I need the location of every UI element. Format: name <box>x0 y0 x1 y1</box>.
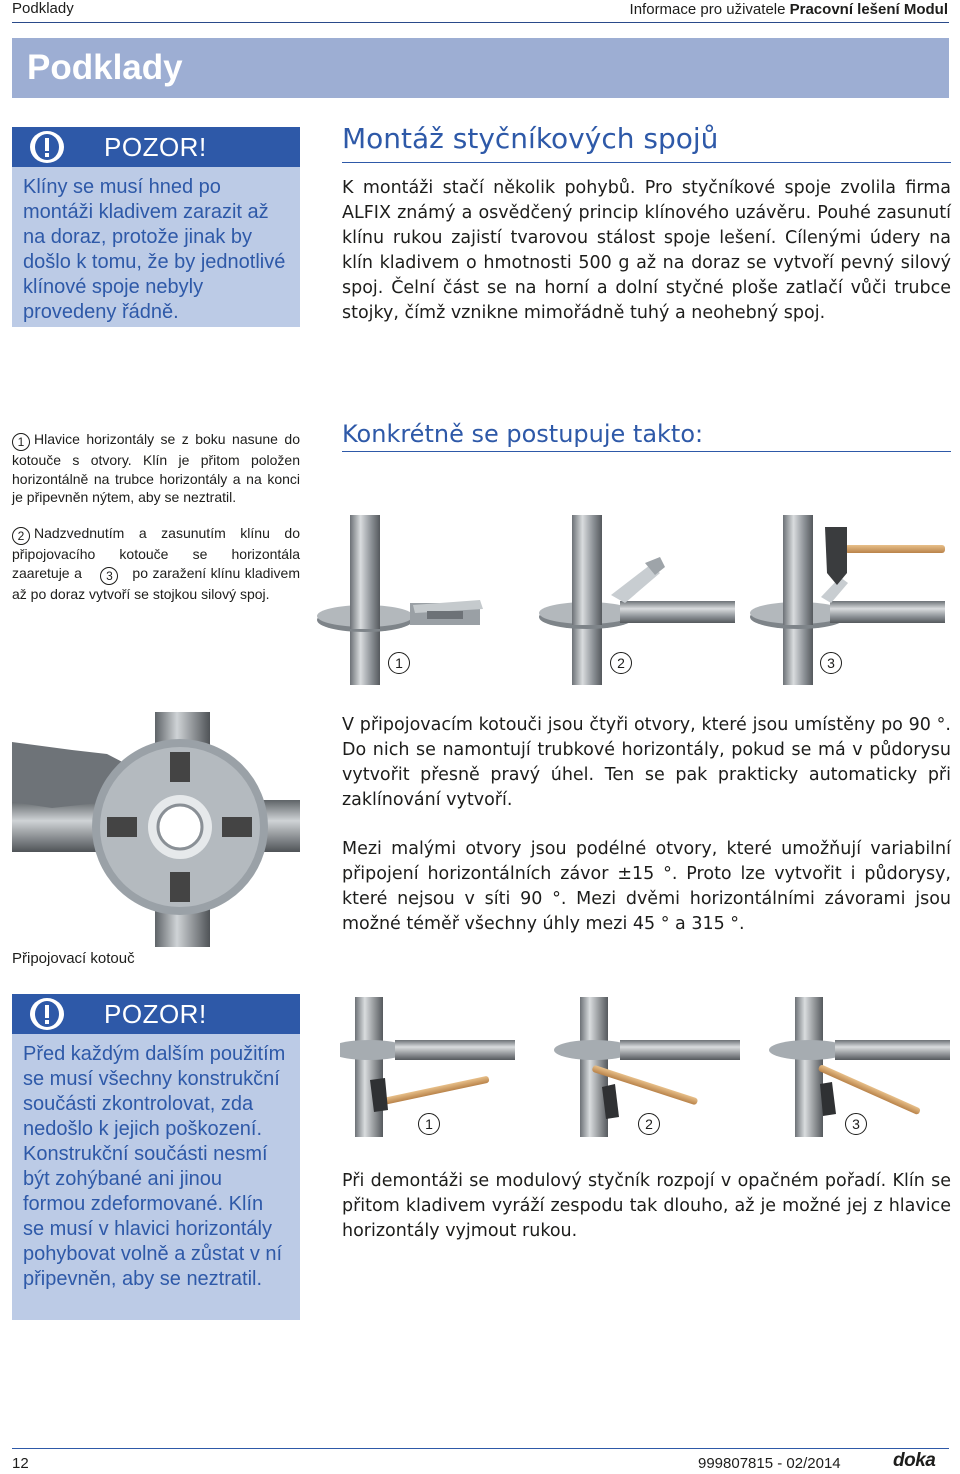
connection-disc-caption: Připojovací kotouč <box>12 950 135 967</box>
doka-logo: doka <box>893 1450 936 1471</box>
disassembly-label-1: 1 <box>418 1113 440 1135</box>
section-heading-montaz: Montáž styčníkových spojů <box>342 122 719 155</box>
step-number-3: 3 <box>100 567 118 585</box>
step-1-text <box>12 430 300 507</box>
header-doc-prefix: Informace pro uživatele <box>629 1 790 18</box>
warning-box-top <box>12 127 300 327</box>
step-number-1: 1 <box>12 433 30 451</box>
header-doc-product: Pracovní lešení Modul <box>789 1 948 18</box>
section-montaz-text: K montáži stačí několik pohybů. Pro styčníkové spoje zvolila firma ALFIX známý a osvědčený princip klínového uzávěru. Pouhé zasunutí klínu rukou zajistí tvarovou stálost spoje lešení. Cílenými údery na klín kladivem o hmotnosti 500 g až na doraz se vytvoří pevný silový spoj. Čelní část se na horní a dolní styčné ploše zatlačí vůči trubce stojky, čímž vznikne mimořádně tuhý a neohebný spoj. <box>342 178 951 323</box>
step-1-description: Hlavice horizontály se z boku nasune do kotouče s otvory. Klín je přitom položen horizontálně na trubce horizontály a na konci je připevněn nýtem, aby se neztratil. <box>12 431 300 505</box>
assembly-label-2: 2 <box>610 652 632 674</box>
document-number: 999807815 - 02/2014 <box>698 1455 841 1472</box>
warning-box-bottom <box>12 994 300 1320</box>
page-title-band <box>12 38 949 98</box>
assembly-label-3: 3 <box>820 652 842 674</box>
disassembly-label-3: 3 <box>845 1113 867 1135</box>
warning-title: POZOR! <box>104 132 207 162</box>
paragraph-disassembly: Při demontáži se modulový styčník rozpojí v opačném pořadí. Klín se přitom kladivem vyráží zespodu tak dlouho, až je možné jej z hlavice horizontály vyjmout rukou. <box>342 1171 951 1241</box>
step-2-text <box>12 524 300 603</box>
section-heading-postup: Konkrétně se postupuje takto: <box>342 420 704 448</box>
page-title: Podklady <box>27 48 183 87</box>
header-document-title <box>630 1 948 18</box>
header-divider <box>12 22 949 23</box>
step-2-description-a: Nadzvednutím a zasunutím klínu do připojovacího kotouče se horizontála zaaretuje a <box>12 525 300 581</box>
warning-text-2: Před každým dalším použitím se musí všechny konstrukční součásti zkontrolovat, zda nedošlo k jejich poškození. Konstrukční součásti nesmí být zohýbané ani jinou formou zdeformované. Klín se musí v hlavici horizontály pohybovat volně a zůstat v ní připevněn, aby se neztratil. <box>23 1043 286 1290</box>
assembly-label-1: 1 <box>388 652 410 674</box>
footer-divider <box>12 1448 949 1449</box>
step-2-description-b: po zaražení klínu kladivem až po doraz vytvoří se stojkou silový spoj. <box>12 564 300 602</box>
warning-exclamation-icon <box>30 131 64 163</box>
section-heading-rule <box>342 162 951 163</box>
warning-title-2: POZOR! <box>104 999 207 1029</box>
section-postup-rule <box>342 451 951 452</box>
connection-disc-illustration <box>12 712 302 947</box>
step-number-2: 2 <box>12 527 30 545</box>
paragraph-slots: Mezi malými otvory jsou podélné otvory, které umožňují variabilní připojení horizontálních závor ±15 °. Proto lze vytvořit i půdorysy, které nejsou v síti 90 °. Mezi dvěmi horizontálními závorami jsou možné téměř všechny úhly mezi 45 ° a 315 °. <box>342 839 951 934</box>
warning-text: Klíny se musí hned po montáži kladivem zarazit až na doraz, protože jinak by došlo k tomu, že by jednotlivé klínové spoje nebyly provedeny řádně. <box>23 176 286 323</box>
assembly-step-2-drawing <box>539 515 735 685</box>
assembly-steps-illustration <box>315 505 955 705</box>
disassembly-label-2: 2 <box>638 1113 660 1135</box>
header-section-label: Podklady <box>12 0 74 17</box>
warning-header-2 <box>12 994 300 1034</box>
page-number: 12 <box>12 1455 29 1472</box>
assembly-step-3-drawing <box>750 515 945 685</box>
warning-exclamation-icon-2 <box>30 998 64 1030</box>
warning-header <box>12 127 300 167</box>
paragraph-connection-disc: V připojovacím kotouči jsou čtyři otvory, které jsou umístěny po 90 °. Do nich se namontují trubkové horizontály, pokud se má v půdorysu vytvořit přesně pravý úhel. Ten se pak prakticky automaticky při zaklínování vytvoří. <box>342 715 951 810</box>
